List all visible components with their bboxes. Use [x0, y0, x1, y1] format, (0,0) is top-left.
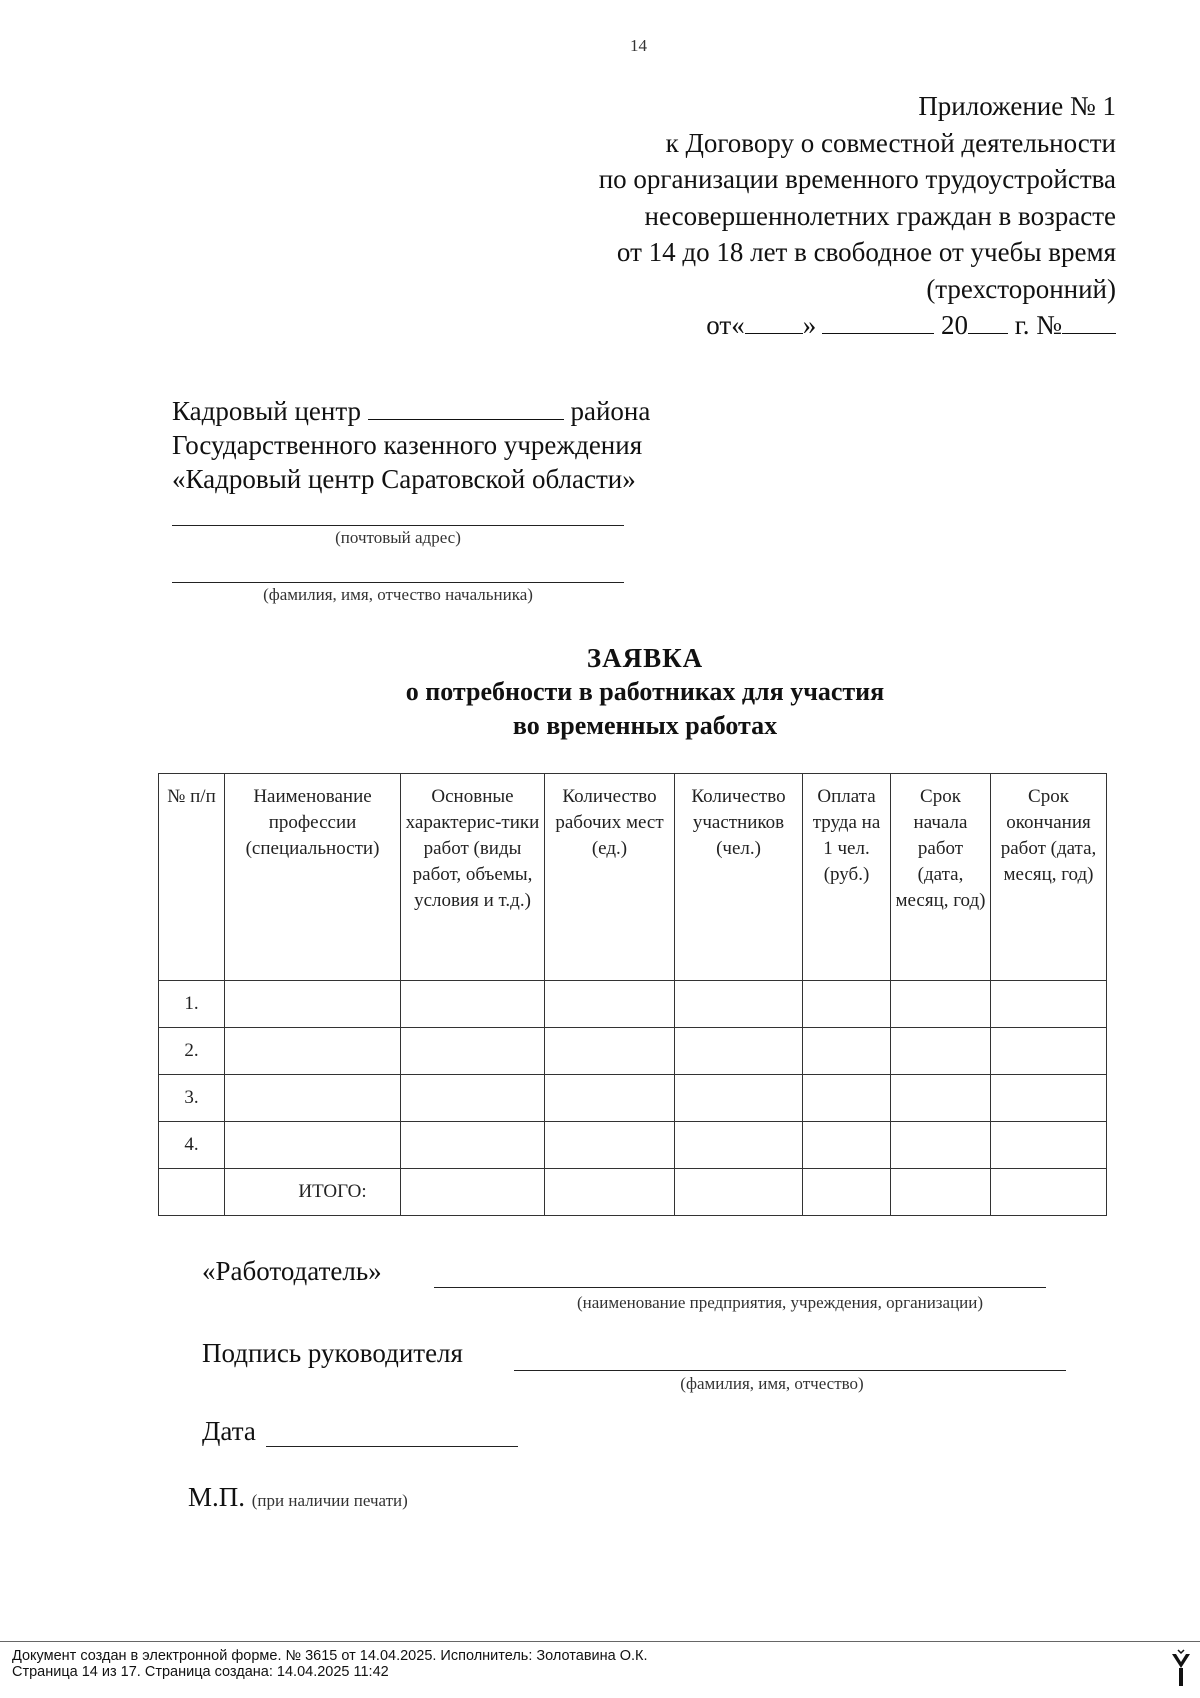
header-end-date: Срок окончания работ (дата, месяц, год)	[991, 774, 1107, 981]
employer-label: «Работодатель»	[202, 1256, 382, 1286]
table-cell	[675, 1075, 803, 1122]
table-row	[159, 1122, 1107, 1169]
table-cell	[159, 1169, 225, 1216]
table-cell	[675, 1122, 803, 1169]
footer-line1: Документ создан в электронной форме. № 3615 от 14.04.2025. Исполнитель: Золотавина О.К.	[12, 1648, 648, 1664]
organization-block	[172, 394, 650, 496]
head-signature-label: Подпись руководителя	[202, 1338, 463, 1368]
table-cell	[401, 1122, 545, 1169]
org-line3: «Кадровый центр Саратовской области»	[172, 464, 636, 494]
employer-caption: (наименование предприятия, учреждения, организации)	[576, 1293, 984, 1312]
footer	[12, 1648, 1162, 1680]
table-cell	[401, 981, 545, 1028]
total-label: ИТОГО:	[225, 1169, 401, 1216]
head-signature-line	[514, 1370, 1066, 1371]
appendix-line: по организации временного трудоустройства	[598, 164, 1116, 194]
table-cell	[991, 1075, 1107, 1122]
header-start-date: Срок начала работ (дата, месяц, год)	[891, 774, 991, 981]
table-cell	[401, 1075, 545, 1122]
table-cell	[225, 981, 401, 1028]
table-cell	[891, 1075, 991, 1122]
request-table	[158, 773, 1107, 1216]
date-line	[266, 1446, 518, 1447]
table-cell	[545, 1122, 675, 1169]
table-cell	[225, 1122, 401, 1169]
row-number: 3.	[159, 1075, 225, 1122]
header-workplaces: Количество рабочих мест (ед.)	[545, 774, 675, 981]
table-cell	[675, 1169, 803, 1216]
table-cell	[991, 981, 1107, 1028]
header-pay: Оплата труда на 1 чел. (руб.)	[803, 774, 891, 981]
footer-line2: Страница 14 из 17. Страница создана: 14.04.2025 11:42	[12, 1664, 389, 1680]
appendix-header	[476, 88, 1116, 344]
org-line1-end: района	[570, 396, 651, 426]
table-header-row	[159, 774, 1107, 981]
table-cell	[675, 981, 803, 1028]
head-signature-caption: (фамилия, имя, отчество)	[680, 1374, 864, 1393]
appendix-line: несовершеннолетних граждан в возрасте	[644, 200, 1116, 231]
appendix-line: от 14 до 18 лет в свободное от учебы время	[616, 237, 1116, 267]
table-cell	[891, 1169, 991, 1216]
head-name-caption: (фамилия, имя, отчество начальника)	[263, 585, 533, 604]
appendix-line: к Договору о совместной деятельности	[665, 127, 1116, 158]
table-cell	[891, 1122, 991, 1169]
table-total-row	[159, 1169, 1107, 1216]
table-cell	[991, 1169, 1107, 1216]
table-cell	[803, 1122, 891, 1169]
table-cell	[225, 1028, 401, 1075]
table-row	[159, 1075, 1107, 1122]
table-cell	[225, 1075, 401, 1122]
employer-line	[434, 1287, 1046, 1288]
stamp-caption: (при наличии печати)	[251, 1491, 408, 1510]
title-line2: о потребности в работниках для участия	[405, 677, 885, 706]
date-prefix: от«	[706, 310, 745, 340]
table-cell	[891, 1028, 991, 1075]
table-row	[159, 981, 1107, 1028]
table-cell	[803, 1075, 891, 1122]
year-blank	[968, 311, 1008, 334]
sed-logo-icon	[1170, 1648, 1192, 1688]
district-blank	[368, 397, 564, 420]
day-blank	[745, 311, 803, 334]
stamp-label: М.П.	[188, 1482, 246, 1512]
postal-address-line	[172, 525, 624, 526]
month-blank	[822, 311, 934, 334]
table-row	[159, 1028, 1107, 1075]
head-name-line	[172, 582, 624, 583]
appendix-line: Приложение № 1	[918, 91, 1116, 121]
header-number: № п/п	[159, 774, 225, 981]
appendix-date-row	[476, 307, 1116, 344]
table-cell	[803, 981, 891, 1028]
table-cell	[545, 981, 675, 1028]
table-cell	[401, 1169, 545, 1216]
table-cell	[891, 981, 991, 1028]
stamp-row	[188, 1482, 408, 1513]
page-number: 14	[630, 36, 647, 55]
footer-divider	[0, 1641, 1200, 1642]
row-number: 1.	[159, 981, 225, 1028]
date-year: 20	[940, 310, 968, 340]
number-blank	[1062, 311, 1116, 334]
table-cell	[545, 1169, 675, 1216]
org-line1-start: Кадровый центр	[172, 396, 361, 426]
row-number: 2.	[159, 1028, 225, 1075]
header-work-characteristics: Основные характерис-тики работ (виды работ, объемы, условия и т.д.)	[401, 774, 545, 981]
date-number-label: г. №	[1014, 310, 1062, 340]
postal-address-caption: (почтовый адрес)	[335, 528, 461, 547]
title-main: ЗАЯВКА	[586, 643, 704, 673]
org-line2: Государственного казенного учреждения	[172, 430, 643, 460]
date-quote-close: »	[802, 310, 817, 340]
table-cell	[991, 1122, 1107, 1169]
appendix-line: (трехсторонний)	[926, 273, 1116, 304]
table-cell	[675, 1028, 803, 1075]
document-title	[0, 641, 1200, 743]
table-cell	[803, 1028, 891, 1075]
header-participants: Количество участников (чел.)	[675, 774, 803, 981]
table-cell	[803, 1169, 891, 1216]
table-cell	[401, 1028, 545, 1075]
title-line3: во временных работах	[512, 711, 778, 740]
date-label: Дата	[202, 1416, 256, 1446]
table-cell	[991, 1028, 1107, 1075]
table-cell	[545, 1028, 675, 1075]
row-number: 4.	[159, 1122, 225, 1169]
header-profession: Наименование профессии (специальности)	[225, 774, 401, 981]
table-cell	[545, 1075, 675, 1122]
